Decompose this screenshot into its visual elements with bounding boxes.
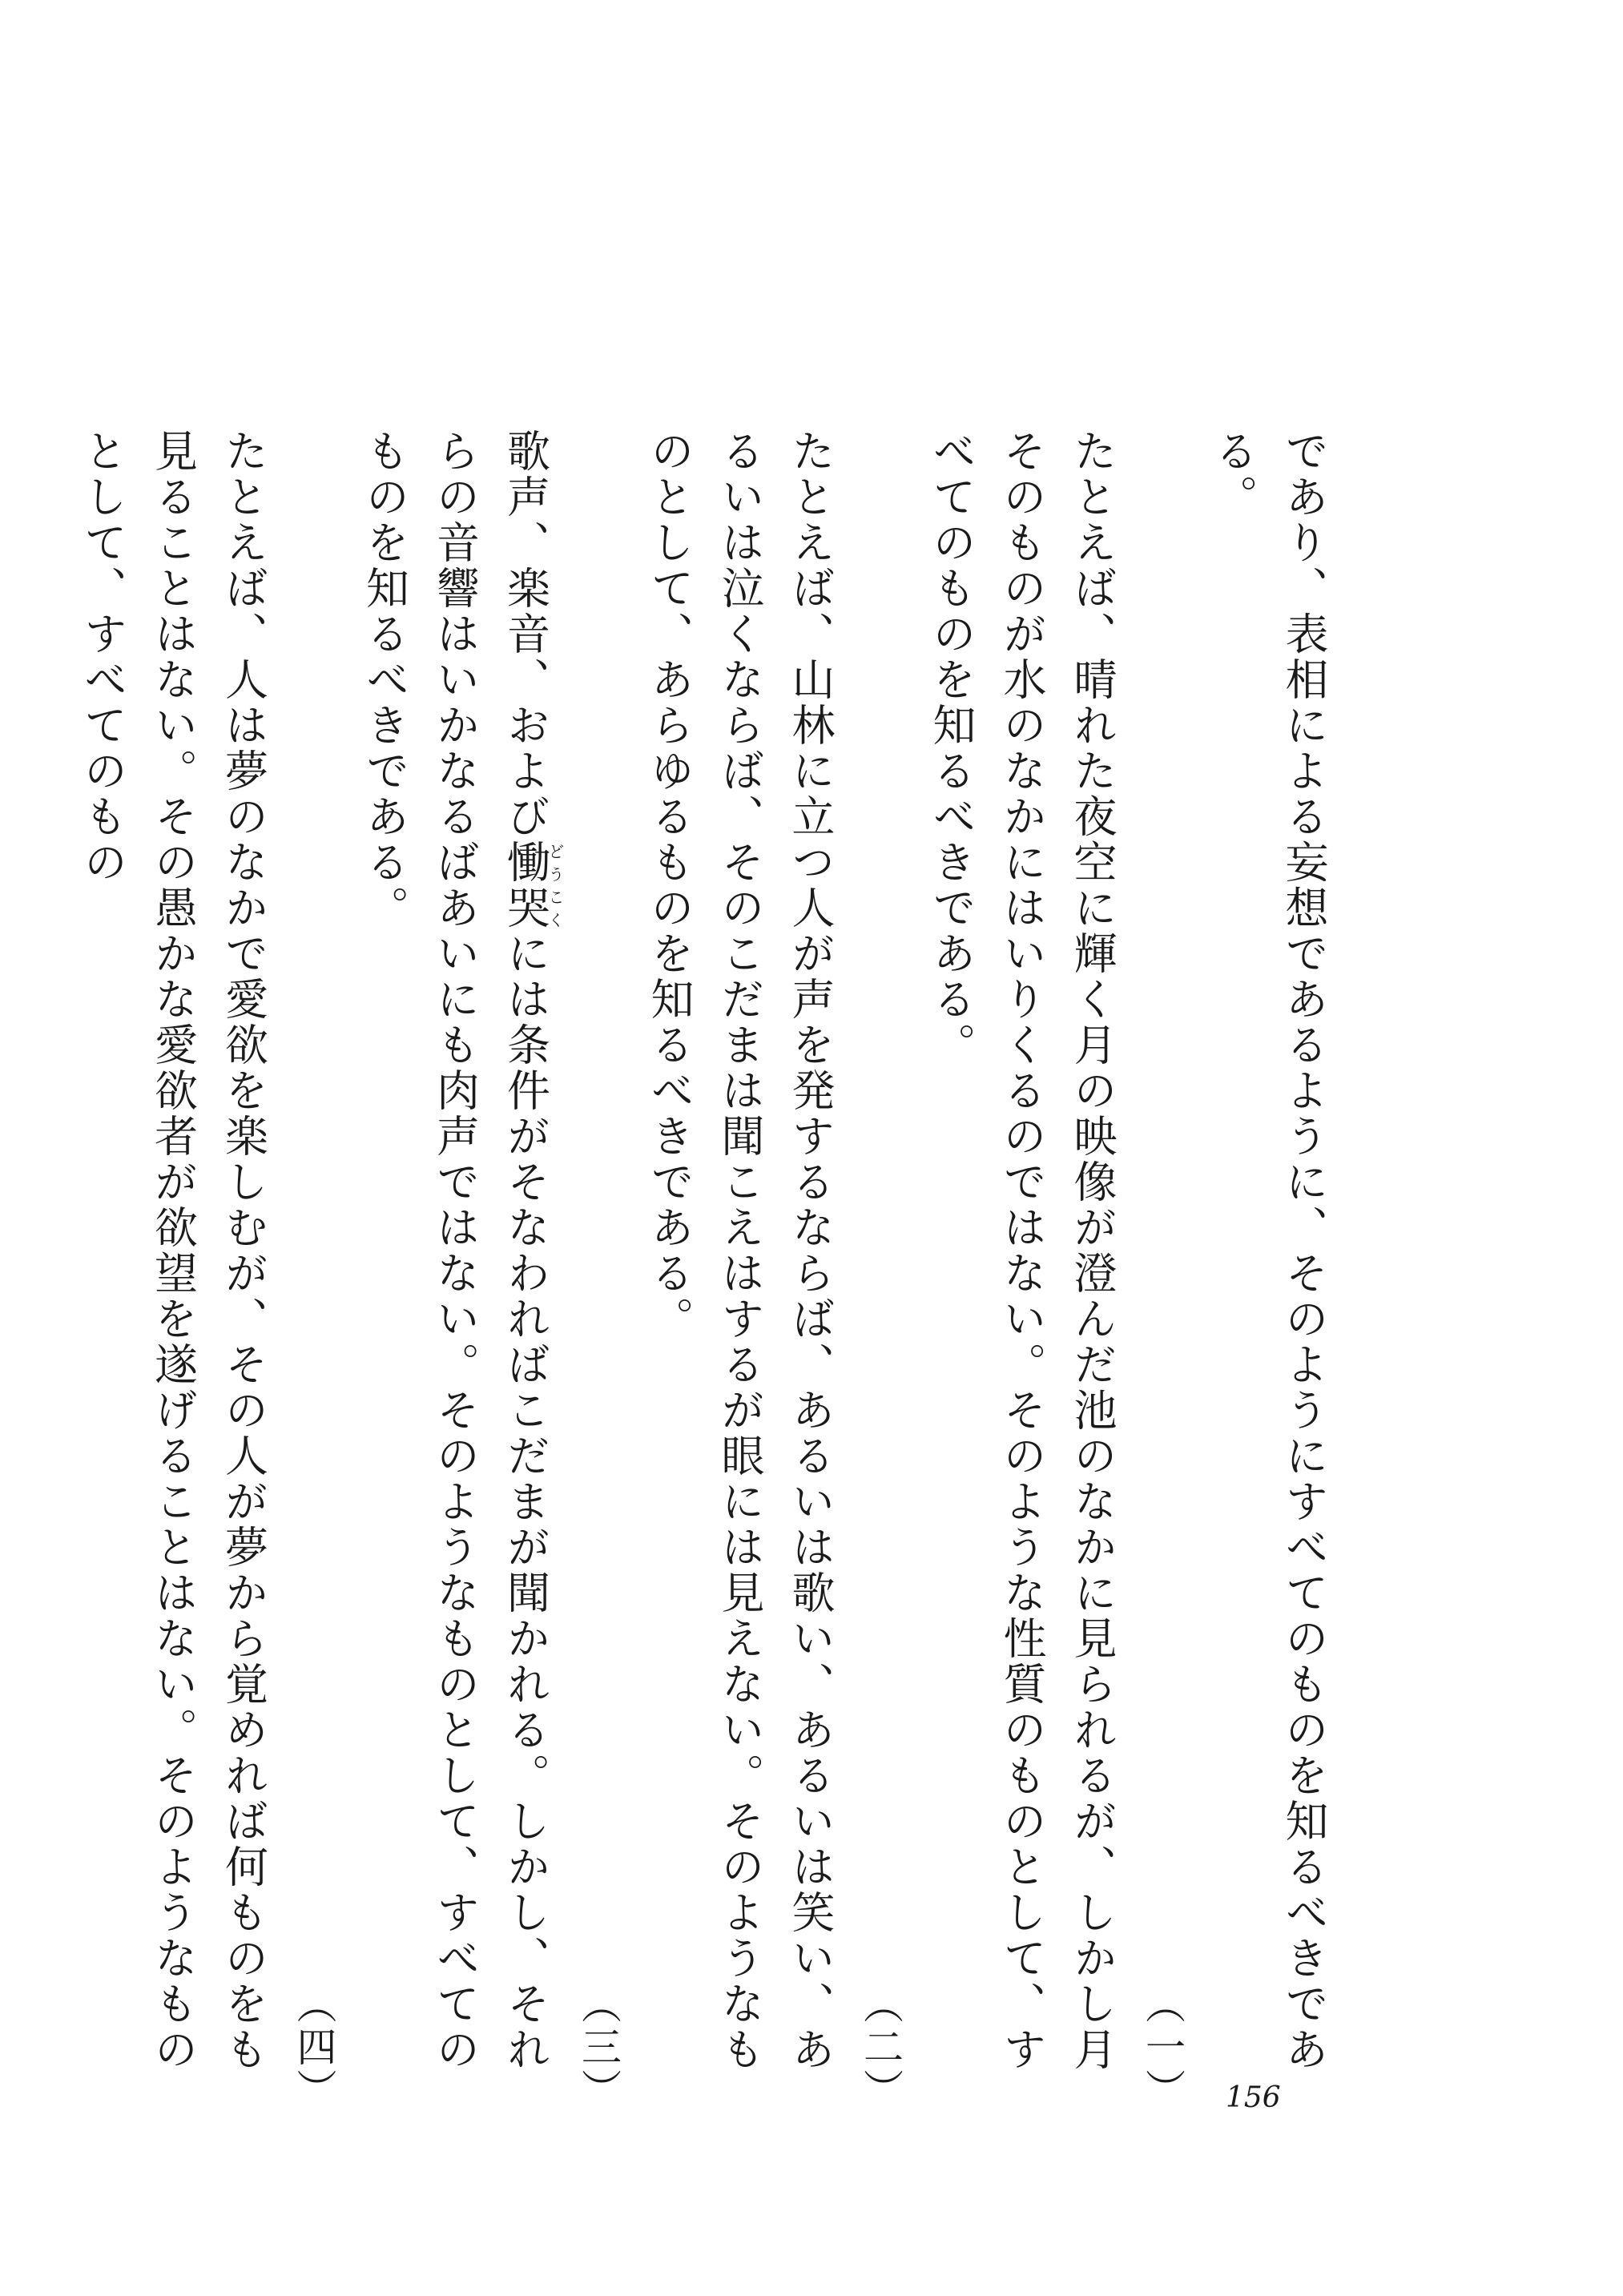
paragraph-1 bbox=[1127, 429, 1339, 2111]
paragraph-3 bbox=[563, 429, 845, 2111]
paragraph-3-number: （三） bbox=[575, 1984, 622, 2111]
paragraph-4 bbox=[279, 429, 564, 2111]
vertical-text-body bbox=[67, 429, 1339, 2111]
paragraph-2-number: （二） bbox=[857, 1984, 904, 2111]
paragraph-2 bbox=[845, 429, 1127, 2111]
paragraph-5 bbox=[67, 429, 279, 2111]
paragraph-5-text: たとえば、人は夢のなかで愛欲を楽しむが、その人が夢から覚めれば何ものをも見ることはない。その愚かな愛欲者が欲望を遂げることはない。そのようなものとして、すべてのもの bbox=[77, 429, 269, 2072]
paragraph-3-text: たとえば、山林に立つ人が声を発するならば、あるいは歌い、あるいは笑い、あるいは泣くならば、そのこだまは聞こえはするが眼には見えない。そのようなものとして、あらゆるものを知るべきである。 bbox=[644, 429, 836, 2072]
paragraph-4-number: （四） bbox=[290, 1984, 337, 2111]
paragraph-1-number: （一） bbox=[1139, 1984, 1186, 2111]
ruby-doukoku bbox=[500, 840, 565, 931]
paragraph-2-text: たとえば、晴れた夜空に輝く月の映像が澄んだ池のなかに見られるが、しかし月そのものが水のなかにはいりくるのではない。そのような性質のものとして、すべてのものを知るべきである。 bbox=[926, 429, 1118, 2072]
ruby-reading: どうこく bbox=[546, 840, 565, 931]
ruby-base-text: 慟哭 bbox=[500, 840, 551, 931]
page-number: 156 bbox=[1226, 2081, 1281, 2114]
paragraph-1-text: であり、表相による妄想であるように、そのようにすべてのものを知るべきである。 bbox=[1208, 429, 1329, 2072]
paragraph-4-text-before: 歌声、楽音、および bbox=[500, 429, 551, 840]
paragraph-4-text-after: には条件がそなわればこだまが聞かれる。しかし、それらの音響はいかなるばあいにも肉声ではない。そのようなものとして、すべてのものを知るべきである。 bbox=[359, 429, 551, 2072]
